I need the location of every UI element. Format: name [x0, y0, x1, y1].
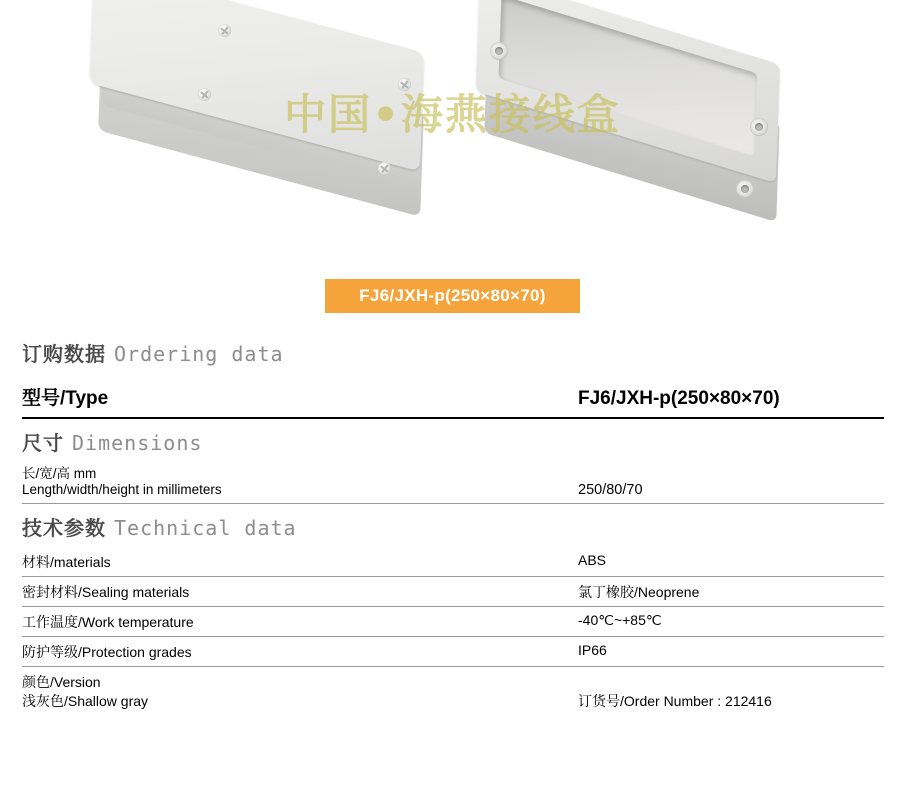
version-label: [22, 667, 574, 713]
spec-value-temperature: -40℃~+85℃: [578, 612, 662, 628]
order-number-cell: [574, 667, 884, 713]
spec-value-cell: [574, 577, 884, 607]
table-row: [22, 462, 884, 504]
section-heading-dimensions-en: Dimensions: [72, 431, 203, 455]
section-heading-technical-en: Technical data: [114, 516, 297, 540]
type-label: 型号/Type: [22, 388, 109, 409]
product-model-banner: FJ6/JXH-p(250×80×70): [325, 279, 580, 313]
spec-label-cell: [22, 577, 574, 607]
section-heading-ordering-cn: 订购数据: [22, 342, 106, 366]
version-label-cell: [22, 667, 574, 713]
watermark-text: 中国•海燕接线盒: [284, 90, 621, 139]
spec-label-cell: [22, 637, 574, 667]
screw-icon: [218, 24, 231, 37]
type-value-cell: [574, 378, 884, 419]
spec-label-material: 材料/materials: [22, 554, 111, 570]
section-heading-ordering-en: Ordering data: [114, 342, 284, 366]
product-photo-area: [0, 0, 905, 268]
spec-label-cell: [22, 607, 574, 637]
order-number-value: 订货号/Order Number : 212416: [578, 693, 772, 709]
spec-value-sealing: 氯丁橡胶/Neoprene: [578, 584, 700, 600]
type-label-cell: [22, 373, 574, 419]
dimensions-value: 250/80/70: [578, 482, 643, 498]
dimensions-label-cn: 长/宽/高 mm: [22, 466, 97, 481]
mounting-boss-icon: [490, 42, 508, 60]
section-heading-technical: [22, 504, 884, 547]
table-row: [22, 637, 884, 667]
table-row: [22, 607, 884, 637]
section-heading-technical-cn: 技术参数: [22, 516, 106, 540]
dimensions-label-cell: [22, 462, 574, 504]
spec-value-material: ABS: [578, 552, 607, 568]
spec-label-sealing: 密封材料/Sealing materials: [22, 584, 190, 600]
section-heading-dimensions: [22, 419, 884, 462]
dimensions-label-en: Length/width/height in millimeters: [22, 482, 222, 497]
spec-label-cell: [22, 547, 574, 577]
spec-label-protection: 防护等级/Protection grades: [22, 644, 192, 660]
version-label-en: 浅灰色/Shallow gray: [22, 693, 149, 709]
spec-label-temperature: 工作温度/Work temperature: [22, 614, 194, 630]
dimensions-value-cell: [574, 462, 884, 504]
table-row: [22, 577, 884, 607]
spec-value-protection: IP66: [578, 642, 607, 658]
banner-container: [0, 279, 905, 313]
section-heading-ordering: [22, 330, 884, 373]
version-label-cn: 颜色/Version: [22, 674, 101, 690]
dimensions-label: [22, 462, 574, 503]
spec-value-cell: [574, 637, 884, 667]
spec-value-cell: [574, 547, 884, 577]
table-row: [22, 667, 884, 713]
section-heading-dimensions-cn: 尺寸: [22, 431, 64, 455]
table-row: [22, 547, 884, 577]
mounting-boss-icon: [736, 180, 754, 198]
spec-value-cell: [574, 607, 884, 637]
table-row: [22, 373, 884, 419]
type-value: FJ6/JXH-p(250×80×70): [578, 388, 780, 409]
spec-sheet: [22, 330, 884, 713]
screw-icon: [378, 162, 391, 175]
